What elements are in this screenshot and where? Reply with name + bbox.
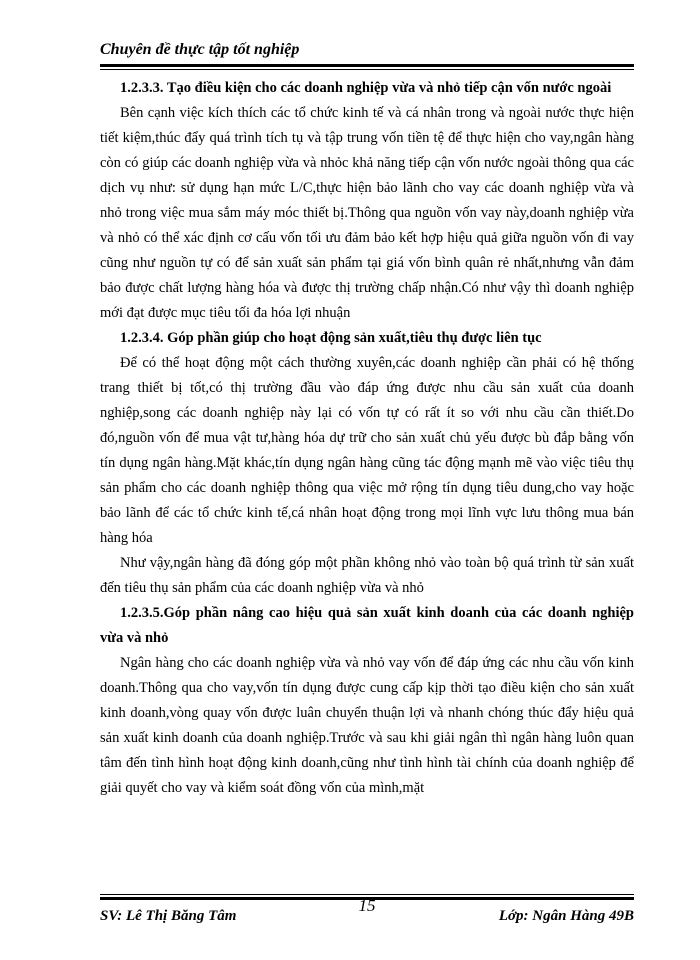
section-heading-1-2-3-5: 1.2.3.5.Góp phần nâng cao hiệu quả sản xuất kinh doanh của các doanh nghiệp vừa và nhỏ: [100, 605, 634, 646]
page-number: 15: [358, 896, 376, 915]
document-body: [100, 72, 634, 801]
paragraph-2: Để có thể hoạt động một cách thường xuyên,các doanh nghiệp cần phải có hệ thống trang thiết bị tốt,có thị trường đầu vào đáp ứng được nhu cầu sản xuất của doanh nghiệp,song các doanh nghiệp này lại có vốn tự có rất ít so với nhu cầu cần thiết.Do đó,nguồn vốn để mua vật tư,hàng hóa dự trữ cho sản xuất chủ yếu được bù đắp bằng vốn tín dụng ngân hàng.Mặt khác,tín dụng ngân hàng cũng tác động mạnh mẽ vào việc tiêu thụ sản phẩm cho các doanh nghiệp thông qua việc mở rộng tín dụng tiêu dung,cho vay hoặc bảo lãnh để các tổ chức kinh tế,cá nhân hoạt động trong mọi lĩnh vực lưu thông mua bán hàng hóa: [100, 355, 634, 546]
footer-class-name: Lớp: Ngân Hàng 49B: [498, 908, 634, 924]
page-header: [100, 40, 634, 70]
section-heading-1-2-3-4: 1.2.3.4. Góp phần giúp cho hoạt động sản xuất,tiêu thụ được liên tục: [120, 330, 542, 346]
footer-student-name: SV: Lê Thị Băng Tâm: [100, 908, 237, 924]
section-heading-1-2-3-3: 1.2.3.3. Tạo điều kiện cho các doanh nghiệp vừa và nhỏ tiếp cận vốn nước ngoài: [120, 80, 612, 96]
paragraph-4: Ngân hàng cho các doanh nghiệp vừa và nhỏ vay vốn để đáp ứng các nhu cầu vốn kinh doanh.Thông qua cho vay,vốn tín dụng được cung cấp kịp thời tạo điều kiện cho sản xuất kinh doanh,vòng quay vốn được luân chuyển thuận lợi và nhanh chóng thúc đẩy hiệu quả sản xuất kinh doanh của doanh nghiệp.Trước và sau khi giải ngân thì ngân hàng luôn quan tâm đến tình hình hoạt động kinh doanh,cũng như tình hình tài chính của doanh nghiệp để giải quyết cho vay và kiểm soát đồng vốn của mình,mặt: [100, 655, 634, 796]
page-footer: [100, 894, 634, 928]
footer-row: [100, 896, 634, 928]
header-title: Chuyên đề thực tập tốt nghiệp: [100, 41, 300, 58]
paragraph-3: Như vậy,ngân hàng đã đóng góp một phần không nhỏ vào toàn bộ quá trình từ sản xuất đến tiêu thụ sản phẩm của các doanh nghiệp vừa và nhỏ: [100, 555, 634, 596]
paragraph-1: Bên cạnh việc kích thích các tổ chức kinh tế và cá nhân trong và ngoài nước thực hiện tiết kiệm,thúc đẩy quá trình tích tụ và tập trung vốn tiền tệ để thực hiện cho vay,ngân hàng còn có giúp các doanh nghiệp vừa và nhỏc khả năng tiếp cận vốn nước ngoài thông qua các dịch vụ như: sử dụng hạn mức L/C,thực hiện bảo lãnh cho vay các doanh nghiệp vừa và nhỏ trong việc mua sắm máy móc thiết bị.Thông qua nguồn vốn vay này,doanh nghiệp vừa và nhỏ có thể xác định cơ cấu vốn tối ưu đảm bảo kết hợp hiệu quả giữa nguồn vốn đi vay cũng như nguồn tự có để sản xuất sản phẩm tại giá vốn bình quân rẻ nhất,nhưng vẫn đảm bảo được chất lượng hàng hóa và được thị trường chấp nhận.Có như vậy thì doanh nghiệp mới đạt được mục tiêu tối đa hóa lợi nhuận: [100, 105, 634, 321]
header-rule-thick: [100, 64, 634, 67]
header-rule-thin: [100, 69, 634, 70]
